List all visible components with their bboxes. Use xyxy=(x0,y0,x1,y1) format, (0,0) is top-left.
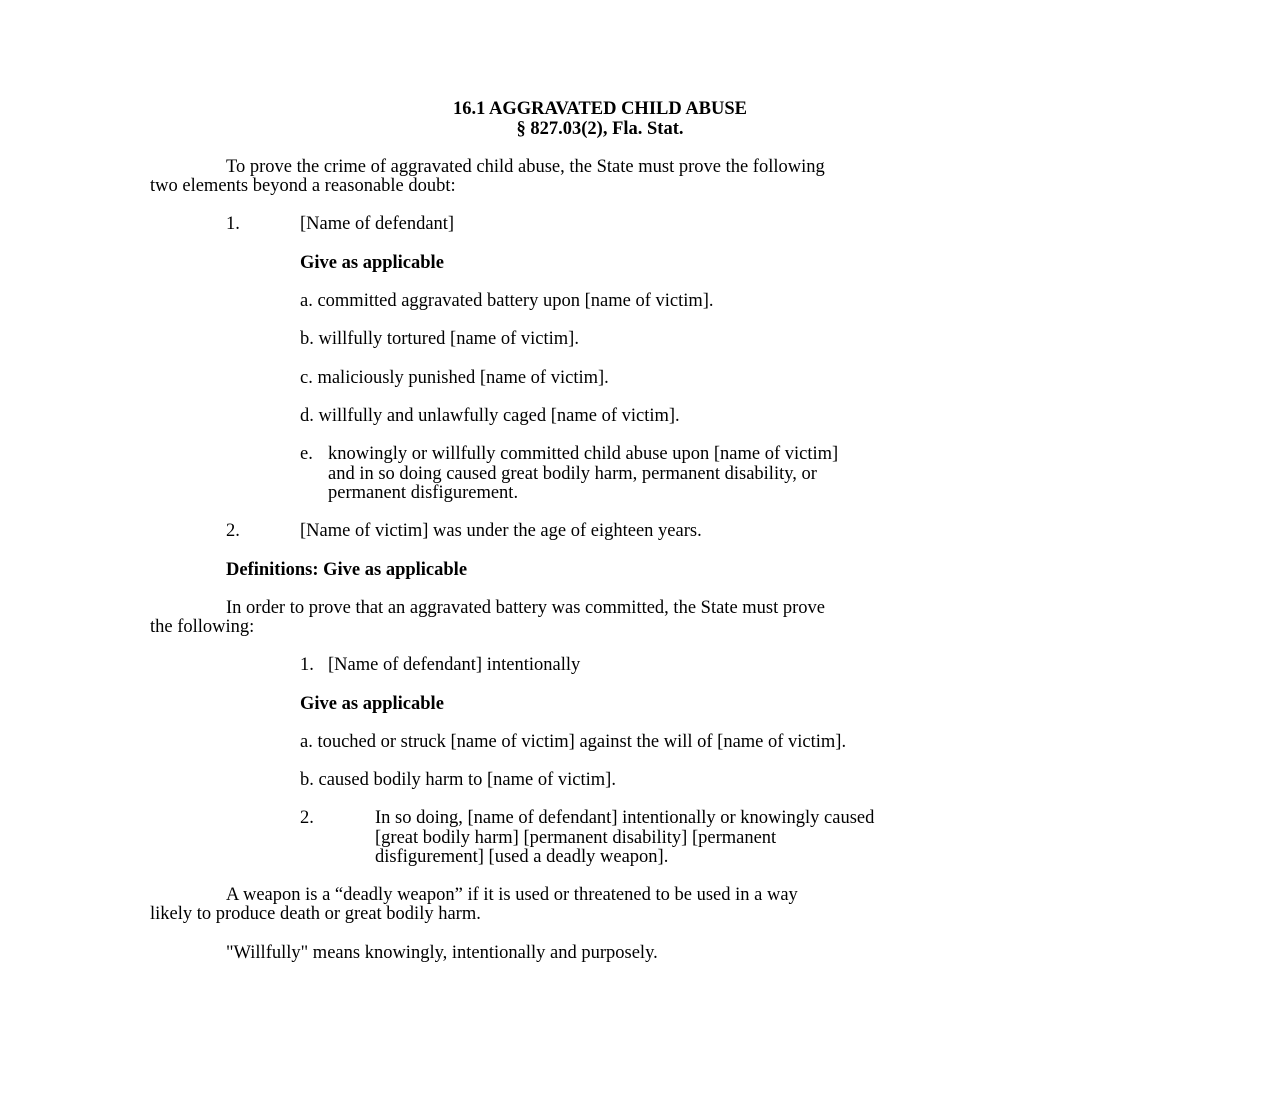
statute-citation: § 827.03(2), Fla. Stat. xyxy=(516,119,684,139)
element-1-option-e-line-1: knowingly or willfully committed child abuse upon [name of victim] xyxy=(328,444,839,464)
battery-option-b: b. caused bodily harm to [name of victim]. xyxy=(300,770,616,790)
element-1-option-c: c. maliciously punished [name of victim]. xyxy=(300,368,609,388)
definitions-heading: Definitions: Give as applicable xyxy=(226,560,468,580)
element-1-option-d: d. willfully and unlawfully caged [name of victim]. xyxy=(300,406,680,426)
element-1-number: 1. xyxy=(226,214,240,234)
battery-intro-line-2: the following: xyxy=(150,617,255,637)
battery-element-2-number: 2. xyxy=(300,808,314,828)
battery-element-1-number: 1. xyxy=(300,655,314,675)
willfully-definition: "Willfully" means knowingly, intentionally and purposely. xyxy=(226,943,658,963)
battery-intro-line-1: In order to prove that an aggravated battery was committed, the State must prove xyxy=(226,598,826,618)
element-2-number: 2. xyxy=(226,521,240,541)
battery-element-2-line-1: In so doing, [name of defendant] intentionally or knowingly caused xyxy=(375,808,875,828)
deadly-weapon-line-2: likely to produce death or great bodily harm. xyxy=(150,904,481,924)
battery-option-a: a. touched or struck [name of victim] against the will of [name of victim]. xyxy=(300,732,847,752)
battery-element-2-line-3: disfigurement] [used a deadly weapon]. xyxy=(375,847,669,867)
element-1-text: [Name of defendant] xyxy=(300,214,455,234)
element-1-option-a: a. committed aggravated battery upon [name of victim]. xyxy=(300,291,714,311)
element-2-text: [Name of victim] was under the age of eighteen years. xyxy=(300,521,702,541)
deadly-weapon-line-1: A weapon is a “deadly weapon” if it is used or threatened to be used in a way xyxy=(226,885,798,905)
page-title: 16.1 AGGRAVATED CHILD ABUSE xyxy=(452,99,748,119)
element-1-option-e-line-3: permanent disfigurement. xyxy=(328,483,519,503)
battery-element-1-text: [Name of defendant] intentionally xyxy=(328,655,581,675)
intro-line-2: two elements beyond a reasonable doubt: xyxy=(150,176,456,196)
element-1-option-e-label: e. xyxy=(300,444,313,464)
give-as-applicable-1: Give as applicable xyxy=(300,253,444,273)
element-1-option-e-line-2: and in so doing caused great bodily harm, permanent disability, or xyxy=(328,464,817,484)
element-1-option-b: b. willfully tortured [name of victim]. xyxy=(300,329,579,349)
intro-line-1: To prove the crime of aggravated child abuse, the State must prove the following xyxy=(226,157,825,177)
give-as-applicable-2: Give as applicable xyxy=(300,694,444,714)
battery-element-2-line-2: [great bodily harm] [permanent disability] [permanent xyxy=(375,828,777,848)
